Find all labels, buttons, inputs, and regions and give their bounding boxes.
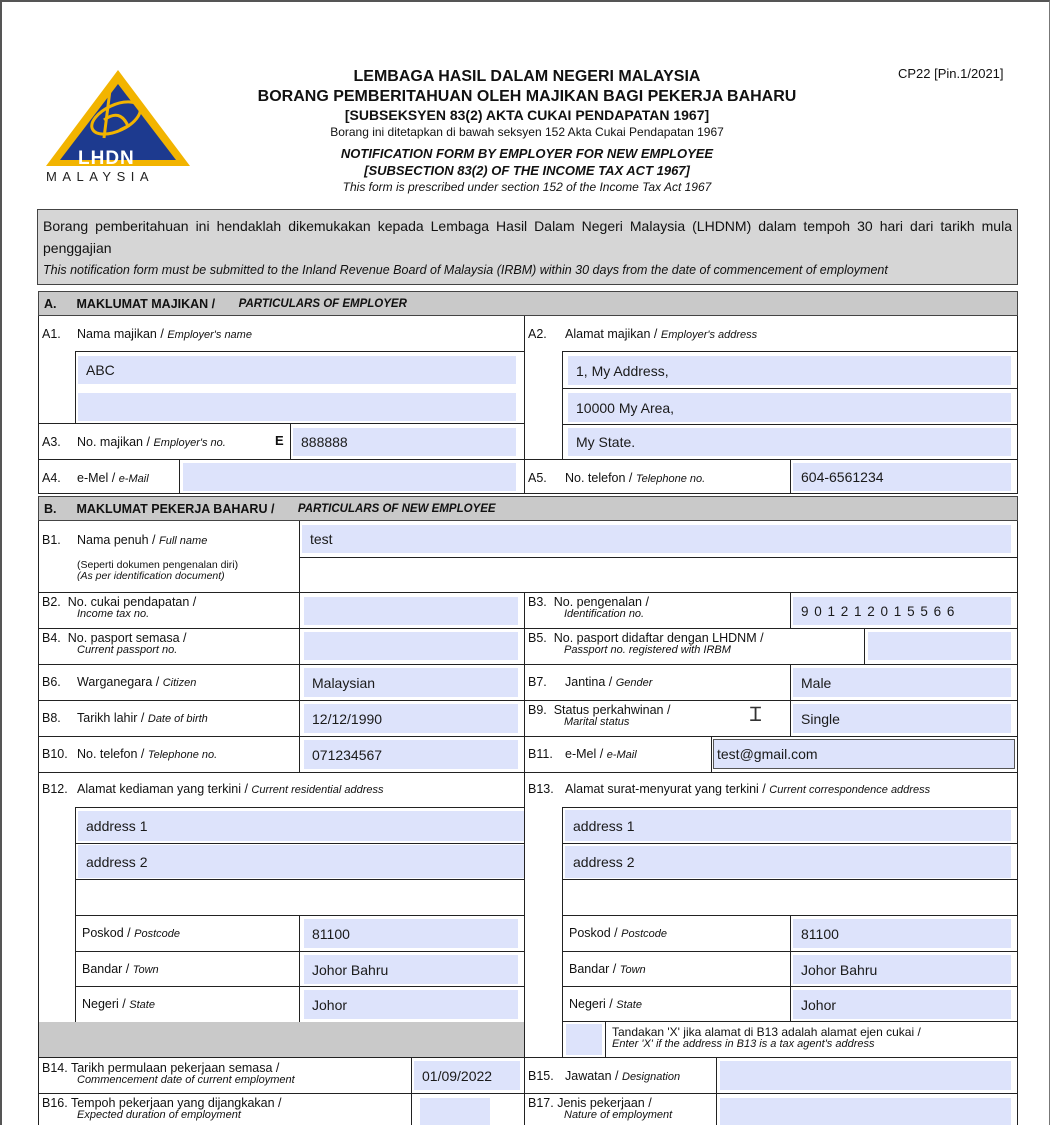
full-name-field-2[interactable] (302, 561, 1011, 589)
employee-email-field[interactable]: test@gmail.com (713, 739, 1015, 769)
residential-address-line1[interactable]: address 1 (78, 811, 524, 841)
b13-state-label: Negeri / State (569, 997, 642, 1011)
full-name-field[interactable]: test (302, 525, 1011, 553)
b13-town-label: Bandar / Town (569, 962, 646, 976)
b7-num: B7. (528, 675, 547, 689)
section-b-title-ms: MAKLUMAT PEKERJA BAHARU / (76, 501, 275, 516)
registered-passport-field[interactable] (868, 632, 1011, 660)
employer-name-field-2[interactable] (78, 393, 516, 421)
b6-num: B6. (42, 675, 61, 689)
b13-label: Alamat surat-menyurat yang terkini / Current correspondence address (565, 782, 931, 796)
form-prescribed-ms: Borang ini ditetapkan di bawah seksyen 152 Akta Cukai Pendapatan 1967 (330, 125, 724, 139)
residential-town-field[interactable]: Johor Bahru (304, 955, 518, 984)
b7-label: Jantina / Gender (565, 675, 653, 689)
notice-box (37, 209, 1018, 285)
tax-agent-checkbox[interactable] (566, 1024, 602, 1055)
notice-en: This notification form must be submitted to the Inland Revenue Board of Malaysia (IRBM) within 30 days from the date of commencement of employment (43, 263, 888, 277)
employer-no-field[interactable]: 888888 (293, 428, 516, 456)
b11-num: B11. (528, 747, 553, 761)
b4-label: B4. No. pasport semasa / Current passport no. (42, 631, 187, 657)
b12-num: B12. (42, 782, 68, 796)
a5-num: A5. (528, 471, 547, 485)
section-a-code: A. (44, 296, 57, 311)
correspondence-state-field[interactable]: Johor (793, 990, 1011, 1019)
tax-agent-label: Tandakan 'X' jika alamat di B13 adalah alamat ejen cukai / Enter 'X' if the address in B13 is a tax agent's address (612, 1025, 921, 1050)
b12-label: Alamat kediaman yang terkini / Current residential address (77, 782, 384, 796)
employer-name-field[interactable]: ABC (78, 356, 516, 384)
logo-text: LHDN (78, 148, 135, 169)
b12-state-label: Negeri / State (82, 997, 155, 1011)
a3-label: No. majikan / Employer's no. (77, 435, 226, 449)
gender-field[interactable]: Male (793, 668, 1011, 697)
a4-label: e-Mel / e-Mail (77, 471, 149, 485)
correspondence-postcode-field[interactable]: 81100 (793, 919, 1011, 948)
b5-label: B5. No. pasport didaftar dengan LHDNM / Passport no. registered with IRBM (528, 631, 764, 657)
employer-address-line1[interactable]: 1, My Address, (568, 356, 1011, 385)
current-passport-field[interactable] (304, 632, 518, 660)
citizen-field[interactable]: Malaysian (304, 668, 518, 697)
b12-shaded-area (39, 1022, 524, 1057)
section-b-header (38, 496, 1018, 521)
income-tax-no-field[interactable] (304, 597, 518, 625)
b8-num: B8. (42, 711, 61, 725)
form-section-ms: [SUBSEKSYEN 83(2) AKTA CUKAI PENDAPATAN 1967] (344, 107, 710, 123)
b14-label: B14. Tarikh permulaan pekerjaan semasa / Commencement date of current employment (42, 1061, 295, 1087)
b16-label: B16. Tempoh pekerjaan yang dijangkakan / Expected duration of employment (42, 1096, 282, 1122)
text-cursor-icon: Ɪ (750, 702, 762, 726)
b12-postcode-label: Poskod / Postcode (82, 926, 180, 940)
section-a-title-en: PARTICULARS OF EMPLOYER (238, 297, 407, 310)
org-name-ms: LEMBAGA HASIL DALAM NEGERI MALAYSIA (353, 68, 701, 85)
b13-postcode-label: Poskod / Postcode (569, 926, 667, 940)
employer-address-line3[interactable]: My State. (568, 428, 1011, 456)
commencement-date-field[interactable]: 01/09/2022 (414, 1061, 520, 1090)
b15-label: Jawatan / Designation (565, 1069, 681, 1083)
section-b-code: B. (44, 501, 57, 516)
form-prescribed-en: This form is prescribed under section 152 of the Income Tax Act 1967 (342, 180, 712, 194)
form-code: CP22 [Pin.1/2021] (898, 66, 1004, 81)
a5-label: No. telefon / Telephone no. (565, 471, 706, 485)
b1-num: B1. (42, 533, 61, 547)
expected-duration-field[interactable] (420, 1098, 490, 1125)
date-of-birth-field[interactable]: 12/12/1990 (304, 704, 518, 733)
section-a-header (38, 291, 1018, 316)
a3-num: A3. (42, 435, 61, 449)
b3-label: B3. No. pengenalan / Identification no. (528, 595, 649, 621)
a1-label: Nama majikan / Employer's name (77, 327, 252, 341)
employer-email-field[interactable] (183, 463, 516, 491)
residential-address-line2[interactable]: address 2 (78, 845, 524, 878)
b9-label: B9. Status perkahwinan / Marital status (528, 703, 671, 729)
b17-label: B17. Jenis pekerjaan / Nature of employment (528, 1096, 673, 1122)
b12-town-label: Bandar / Town (82, 962, 159, 976)
b6-label: Warganegara / Citizen (77, 675, 197, 689)
employer-address-line2[interactable]: 10000 My Area, (568, 393, 1011, 422)
notice-ms: Borang pemberitahuan ini hendaklah dikemukakan kepada Lembaga Hasil Dalam Negeri Malaysia (LHDNM) dalam tempoh 30 hari dari tarikh mula penggajian (43, 218, 1012, 256)
section-a-title-ms: MAKLUMAT MAJIKAN / (76, 296, 216, 311)
a1-num: A1. (42, 327, 61, 341)
identification-no-field[interactable]: 9 0 1 2 1 2 0 1 5 5 6 6 (793, 597, 1011, 625)
correspondence-address-line3[interactable] (565, 881, 1011, 913)
b8-label: Tarikh lahir / Date of birth (77, 711, 208, 725)
a4-num: A4. (42, 471, 61, 485)
correspondence-address-line2[interactable]: address 2 (565, 846, 1011, 878)
form-section-en: [SUBSECTION 83(2) OF THE INCOME TAX ACT 1967] (364, 163, 690, 178)
a3-prefix: E (275, 433, 284, 448)
employer-phone-field[interactable]: 604-6561234 (793, 463, 1011, 491)
residential-postcode-field[interactable]: 81100 (304, 919, 518, 948)
section-b-title-en: PARTICULARS OF NEW EMPLOYEE (297, 502, 496, 515)
residential-state-field[interactable]: Johor (304, 990, 518, 1019)
b1-label: Nama penuh / Full name (77, 533, 208, 547)
b1-note: (Seperti dokumen pengenalan diri) (As per identification document) (77, 559, 239, 583)
a2-num: A2. (528, 327, 547, 341)
b10-label: No. telefon / Telephone no. (77, 747, 218, 761)
b2-label: B2. No. cukai pendapatan / Income tax no. (42, 595, 197, 621)
residential-address-line3[interactable] (78, 881, 524, 913)
designation-field[interactable] (720, 1061, 1011, 1090)
correspondence-town-field[interactable]: Johor Bahru (793, 955, 1011, 984)
correspondence-address-line1[interactable]: address 1 (565, 810, 1011, 841)
b15-num: B15. (528, 1069, 554, 1083)
employee-phone-field[interactable]: 071234567 (304, 740, 518, 769)
marital-status-field[interactable]: Single (793, 704, 1011, 733)
b11-label: e-Mel / e-Mail (565, 747, 637, 761)
form-title-ms: BORANG PEMBERITAHUAN OLEH MAJIKAN BAGI PEKERJA BAHARU (257, 88, 797, 105)
b13-num: B13. (528, 782, 554, 796)
logo-subtext: MALAYSIA (46, 169, 155, 184)
form-title-en: NOTIFICATION FORM BY EMPLOYER FOR NEW EMPLOYEE (340, 146, 714, 161)
b10-num: B10. (42, 747, 68, 761)
a2-label: Alamat majikan / Employer's address (565, 327, 758, 341)
nature-of-employment-field[interactable] (720, 1098, 1011, 1125)
